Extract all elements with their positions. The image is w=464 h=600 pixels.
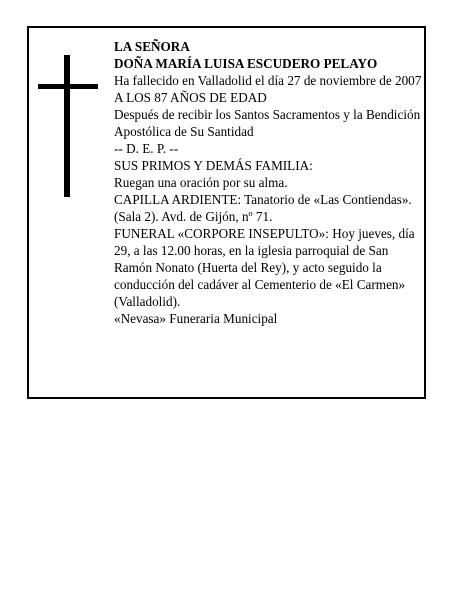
chapel-line: CAPILLA ARDIENTE: Tanatorio de «Las Contiendas». (Sala 2). Avd. de Gijón, nº 71. (114, 192, 412, 224)
obituary-text-block (114, 38, 427, 327)
age-line: A LOS 87 AÑOS DE EDAD (114, 90, 267, 105)
rip-line: -- D. E. P. -- (114, 141, 179, 156)
deceased-name: DOÑA MARÍA LUISA ESCUDERO PELAYO (114, 56, 378, 71)
prayer-request-line: Ruegan una oración por su alma. (114, 175, 288, 190)
family-line: SUS PRIMOS Y DEMÁS FAMILIA: (114, 158, 313, 173)
latin-cross-icon (38, 55, 98, 197)
funeral-line: FUNERAL «CORPORE INSEPULTO»: Hoy jueves, día 29, a las 12.00 horas, en la iglesia parroquial de San Ramón Nonato (Huerta del Rey), y acto seguido la conducción del cadáver al Cementerio de «El Carmen» (Valladolid). (114, 226, 415, 309)
cross-vertical-bar (64, 55, 70, 197)
cross-horizontal-bar (38, 84, 98, 89)
sacraments-line: Después de recibir los Santos Sacramentos y la Bendición Apostólica de Su Santidad (114, 107, 421, 139)
notice-title: LA SEÑORA (114, 39, 190, 54)
funeral-home-line: «Nevasa» Funeraria Municipal (114, 311, 278, 326)
death-date-line: Ha fallecido en Valladolid el día 27 de noviembre de 2007 (114, 73, 422, 88)
